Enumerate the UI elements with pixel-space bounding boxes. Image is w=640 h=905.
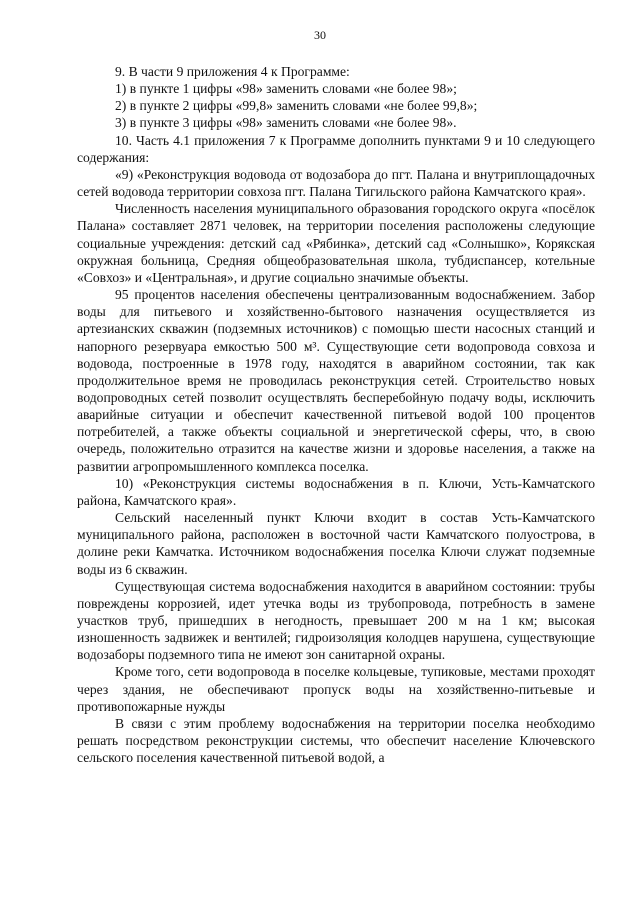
paragraph-subitem-3: 3) в пункте 3 цифры «98» заменить словами «не более 98». bbox=[115, 115, 457, 131]
paragraph-item-9-heading: 9. В части 9 приложения 4 к Программе: bbox=[115, 64, 350, 79]
page-number: 30 bbox=[314, 28, 326, 42]
paragraph-palana-population: Численность населения муниципального образования городского округа «посёлок Палана» составляет 2871 человек, на территории поселения расположены следующие социальные учреждения: детский сад «Рябинка», детский сад «Солнышко», Корякская окружная больница, Средняя общеобразовательная школа, тубдиспансер, котельные «Совхоз» и «Центральная», и другие социально значимые объекты. bbox=[77, 201, 595, 285]
paragraph-item-10-heading: 10. Часть 4.1 приложения 7 к Программе дополнить пунктами 9 и 10 следующего содержания: bbox=[77, 132, 595, 165]
paragraph-palana-water-supply: 95 процентов населения обеспечены централизованным водоснабжением. Забор воды для питьевого и хозяйственно-бытового назначения осуществляется из артезианских скважин (подземных источников) с помощью шести насосных станций и напорного резервуара емкостью 500 м³. Существующие сети водопровода совхоза и водовода, построенные в 1978 году, находятся в аварийном состоянии, так как продолжительное время не проводилась реконструкция сетей. Строительство новых водопроводных сетей позволит осуществлять бесперебойную подачу воды, исключить аварийные ситуации и обеспечит качественной питьевой водой 100 процентов потребителей, а также объекты социальной и энергетической сферы, что, в свою очередь, положительно отразится на качестве жизни и здоровье населения, а также на развитии агропромышленного комплекса поселка. bbox=[77, 287, 595, 474]
paragraph-klyuchi-solution: В связи с этим проблему водоснабжения на территории поселка необходимо решать посредством реконструкции системы, что обеспечит население Ключевского сельского поселения качественной питьевой водой, а bbox=[77, 715, 595, 766]
paragraph-klyuchi-system-state: Существующая система водоснабжения находится в аварийном состоянии: трубы повреждены коррозией, идет утечка воды из трубопровода, потребность в замене участков труб, пришедших в негодность, превышает 200 м на 1 км; высокая изношенность задвижек и вентилей; гидроизоляция колодцев нарушена, существующие водозаборы подземного типа не имеют зон санитарной охраны. bbox=[77, 578, 595, 663]
document-body bbox=[77, 63, 595, 766]
paragraph-subitem-2: 2) в пункте 2 цифры «99,8» заменить словами «не более 99,8»; bbox=[115, 98, 478, 114]
paragraph-project-9-title: «9) «Реконструкция водовода от водозабора до пгт. Палана и внутриплощадочных сетей водовода территории совхоза пгт. Палана Тигильского района Камчатского края». bbox=[77, 166, 595, 200]
paragraph-project-10-title: 10) «Реконструкция системы водоснабжения в п. Ключи, Усть-Камчатского района, Камчатского края». bbox=[77, 475, 595, 508]
paragraph-subitem-1: 1) в пункте 1 цифры «98» заменить словами «не более 98»; bbox=[115, 81, 457, 97]
paragraph-klyuchi-network: Кроме того, сети водопровода в поселке кольцевые, тупиковые, местами проходят через здания, не обеспечивают пропуск воды на хозяйственно-питьевые и противопожарные нужды bbox=[77, 664, 595, 714]
paragraph-klyuchi-description: Сельский населенный пункт Ключи входит в состав Усть-Камчатского муниципального района, расположен в восточной части Камчатского полуострова, в долине реки Камчатка. Источником водоснабжения поселка Ключи служат подземные воды из 6 скважин. bbox=[77, 510, 595, 577]
